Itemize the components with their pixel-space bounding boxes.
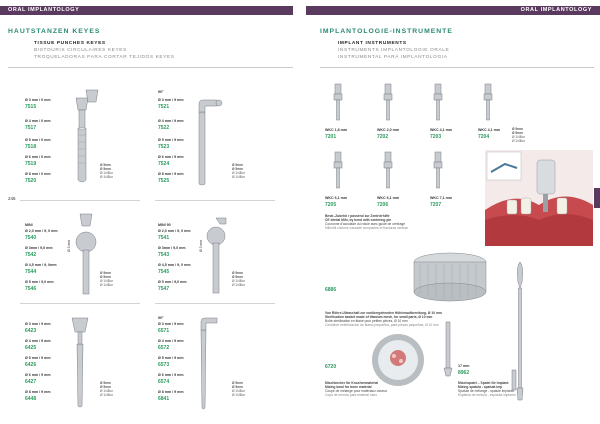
tissue-punch-image [65,310,95,410]
item-meta: Ø 5mm Ø 5mm Ø 1/4Bur Ø 1/4Bur [100,381,113,397]
item-code: 7543 [158,252,170,258]
side-tab [594,188,600,208]
divider [155,303,275,304]
item-code: 6573 [158,362,170,368]
divider [155,200,275,201]
item-code: 7519 [25,161,37,167]
divider [8,67,293,68]
item-label: 17 mm [458,364,470,368]
item-label: Ø 5 mm / 9 mm [158,138,184,142]
item-code: 7203 [430,134,442,140]
item-label: Ø 8 mm / 9 mm [25,390,51,394]
item-meta: Ø 5mm Ø 5mm Ø 1/4Bur Ø 1/4Bur [232,163,245,179]
subtitle-block [34,40,175,61]
item-label: Ø 3 mm / 9 mm [25,322,51,326]
tissue-punch-image [62,80,102,190]
dental-procedure-photo [485,150,593,246]
mixing-bowl-image [370,332,426,388]
item-label: Ø 6 mm / 9 mm [158,155,184,159]
divider [320,67,594,68]
subtitle-block [338,40,449,61]
subtitle-1: TISSUE PUNCHES KEYES [34,41,106,46]
item-label: Ø 8 mm / 9 mm [158,172,184,176]
divider [20,200,140,201]
item-code: 6574 [158,379,170,385]
item-label: Ø 4 mm / 9 mm [25,339,51,343]
group-heading: MINI [25,223,33,227]
item-code: 7541 [158,235,170,241]
spatula-image [436,318,460,378]
implant-bur-image [330,82,346,127]
item-label: Ø 4,5 mm / 9, 0mm [25,263,57,267]
item-label: Ø 4 mm / 9 mm [158,119,184,123]
item-meta: Ø 5mm Ø 5mm Ø 1/4Bur Ø 1/4Bur [232,271,245,287]
item-code: 8962 [458,370,470,376]
item-label: WKC 4,1 mm [478,128,500,132]
item-label: Ø 2,0 mm / 9, 0 mm [25,229,58,233]
implant-bur-image [380,82,396,127]
header-bar [0,6,293,15]
page-title: HAUTSTANZEN KEYES [8,28,101,35]
item-code: 7545 [158,269,170,275]
item-code: 7540 [25,235,37,241]
item-code: 7522 [158,125,170,131]
item-code: 7525 [158,178,170,184]
page-number: 246 [8,196,16,201]
subtitle-1: IMPLANT INSTRUMENTS [338,41,407,46]
item-label: Ø 5 mm / 9 mm [25,356,51,360]
item-label: Ø 4 mm / 9 mm [158,339,184,343]
item-code: 7523 [158,144,170,150]
item-label: WKC 2,0 mm [377,128,399,132]
item-code: 6572 [158,345,170,351]
divider [20,303,140,304]
item-code: 7515 [25,104,37,110]
item-code: 6427 [25,379,37,385]
angled-tissue-punch-image [195,82,230,187]
item-code: 6426 [25,362,37,368]
item-label: Ø 5 mm / 9,0 mm [158,280,187,284]
item-label: Ø 6 mm / 9 mm [158,373,184,377]
item-label: Ø 2,0 mm / 9, 0 mm [158,229,191,233]
description: Mischspatel – Spatel für Implant. Mixing spatula - spatula imp Spatule de mélange - spatule implanto Espátula de mezcla - espátula implanto [458,381,516,398]
item-code: 6423 [25,328,37,334]
item-label: WKC 4,1 mm [430,128,452,132]
item-code: 7204 [478,134,490,140]
item-label: Ø 3mm / 9,0 mm [25,246,53,250]
item-code: 7547 [158,286,170,292]
item-label: Ø 5 mm / 9 mm [158,356,184,360]
right-page [300,0,600,424]
item-meta: Ø 5mm Ø 5mm Ø 1/4Bur Ø 1/4Bur [512,127,525,143]
group-heading: MINI 90 [158,223,171,227]
item-label: WKC 1,8 mm [325,128,347,132]
item-code: 7544 [25,269,37,275]
implant-bur-image [330,150,346,195]
subtitle-3: TROQUELADORAS PARA CORTAR TEJIDOS KEYES [34,55,175,60]
item-code: 7205 [325,202,337,208]
item-meta: Ø 5mm Ø 5mm Ø 1/4Bur Ø 1/4Bur [232,381,245,397]
item-code: 6886 [325,287,337,293]
header-bar [306,6,600,15]
item-code: 6720 [325,364,337,370]
item-code: 7201 [325,134,337,140]
item-label: Ø 8 mm / 9 mm [158,390,184,394]
item-label: WKC 6,1 mm [325,196,347,200]
implant-bur-image [430,150,446,195]
item-label: Ø 3mm / 9,0 mm [158,246,186,250]
item-label: Ø 6 mm / 9 mm [25,373,51,377]
item-label: Ø 6 mm / 0 mm [25,155,51,159]
item-code: 6425 [25,345,37,351]
item-code: 6571 [158,328,170,334]
subtitle-2: BISTOURIS CIRCULAIRES KEYES [34,48,127,53]
item-label: Ø 5 mm / 9,0 mm [25,280,54,284]
item-label: Ø 8 mm / 0 mm [25,172,51,176]
item-label: Ø 4 mm / 0 mm [25,119,51,123]
mini-angled-tissue-punch-image [200,208,235,298]
item-code: 7521 [158,104,170,110]
subtitle-3: INSTRUMENTAL PARA IMPLANTOLOGIA [338,55,448,60]
angled-tissue-punch-image [195,312,225,412]
implant-bur-image [430,82,446,127]
side-dimension-label: Ø 3 mm [67,239,71,252]
item-code: 7524 [158,161,170,167]
item-label: Ø 3 mm / 9 mm [158,322,184,326]
item-code: 7542 [25,252,37,258]
page-title: IMPLANTOLOGIE-INSTRUMENTE [320,28,453,35]
item-code: 7207 [430,202,442,208]
side-dimension-label: Ø 3 mm [199,239,203,252]
implant-bur-image [480,82,496,127]
implant-bur-image [380,150,396,195]
item-meta: Ø 5mm Ø 5mm Ø 1/4Bur Ø 1/4Bur [100,271,113,287]
item-label: Ø 3 mm / 0 mm [25,98,51,102]
item-label: WKC 6,1 mm [377,196,399,200]
sterilization-box-image [410,250,490,305]
item-code: 6841 [158,396,170,402]
item-label: Ø 4,5 mm / 9, 0 mm [158,263,191,267]
header-text: ORAL IMPLANTOLOGY [520,7,592,13]
item-code: 7206 [377,202,389,208]
item-label: Ø 3 mm / 9 mm [158,98,184,102]
header-text: ORAL IMPLANTOLOGY [8,7,80,13]
subtitle-2: INSTRUMENTS IMPLANTOLOGIE ORALE [338,48,450,53]
item-code: 7202 [377,134,389,140]
item-label: Ø 5 mm / 0 mm [25,138,51,142]
group-heading: 90° [158,316,164,320]
description: Mischbecher für Knochenmaterial Mixing bowl for bone material Coupe de mélange pour matériaux osseux Copa de mezcla para material óseo [325,381,388,398]
item-code: 6448 [25,396,37,402]
description: Von Röhre-Ultraschall zur vorübergehenden Höhlenaufbereitung, Ø 10 mm Sterilisation basket made of titanium mesh, for small parts, Ø 10 mm Boîte stérilisation en titane pour petites pièces, Ø 10 mm Container esterilización de titanio pequeños, para piezas pequeñas, Ø 10 mm [325,311,442,328]
group-heading: 90° [158,90,164,94]
item-code: 7517 [25,125,37,131]
item-meta: Ø 5mm Ø 5mm Ø 1/4Bur Ø 1/4Bur [100,163,113,179]
description: Bestr.-Zubehö r passend zur Zentrierhilfe CE dental Mihi, by bend with centering pin Couronne d'accolade du rotule avec guide de centrage Milhohli colonne cascade compactes et fracturas centrae [325,214,409,231]
item-code: 7518 [25,144,37,150]
item-label: WKC 7,1 mm [430,196,452,200]
item-code: 7546 [25,286,37,292]
mini-tissue-punch-image [70,208,105,298]
item-code: 7520 [25,178,37,184]
